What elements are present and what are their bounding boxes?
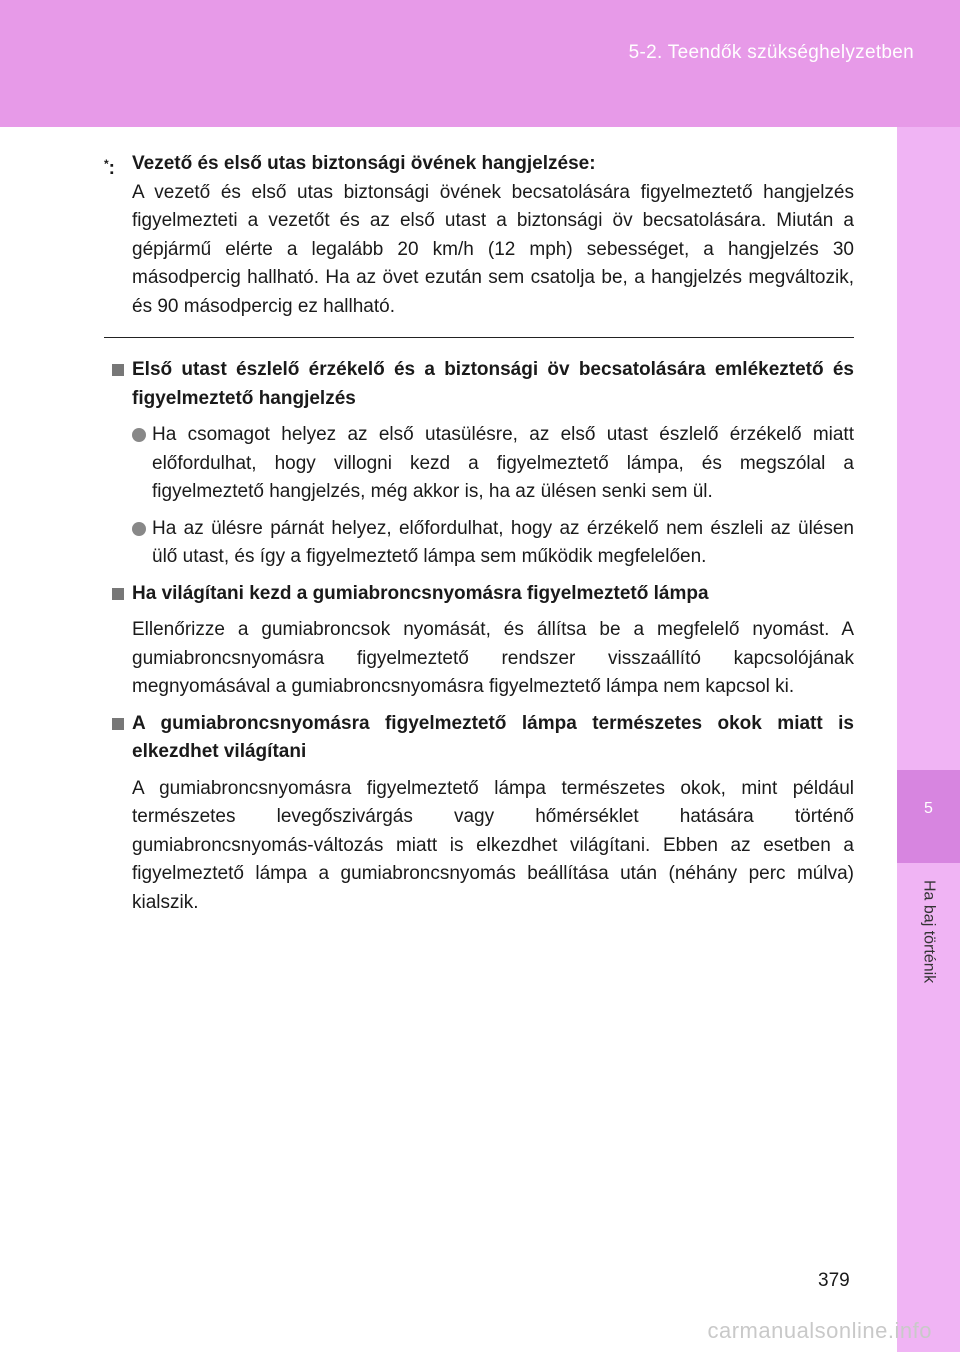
footnote-title: Vezető és első utas biztonsági övének hangjelzése: <box>132 153 596 174</box>
chapter-number: 5 <box>924 800 933 817</box>
page-number: 379 <box>818 1270 850 1291</box>
footnote <box>104 150 854 321</box>
section-heading <box>104 580 854 609</box>
section-tire-light-natural <box>104 710 854 918</box>
circle-bullet-icon <box>132 522 146 536</box>
section-paragraph: A gumiabroncsnyomásra figyelmeztető lámpa természetes okok, mint például természetes levegőszivárgás vagy hőmérséklet hatására történő gumiabroncsnyomás-változás miatt is elkezdhet világítani. Ebben az esetben a figyelmeztető lámpa a gumiabroncsnyomás beállítása után (néhány perc múlva) kialszik. <box>132 777 854 913</box>
footnote-colon: : <box>108 158 115 179</box>
section-paragraph: Ellenőrizze a gumiabroncsok nyomását, és állítsa be a megfelelő nyomást. A gumiabroncsnyomásra figyelmeztető rendszer visszaállító kapcsolójának megnyomásával a gumiabroncsnyomásra figyelmeztető lámpa nem kapcsol ki. <box>132 619 854 697</box>
list-item <box>104 515 854 572</box>
chapter-side-tab <box>897 127 960 1352</box>
list-item <box>104 421 854 507</box>
section-heading <box>104 710 854 767</box>
footnote-mark <box>104 150 115 184</box>
chapter-label <box>897 880 960 1020</box>
footnote-text: A vezető és első utas biztonsági övének becsatolására figyelmeztető hangjelzés figyelmezteti a vezetőt és az első utast a biztonsági öv becsatolására. Miután a gépjármű elérte a legalább 20 km/h (12 mph) sebességet, a hangjelzés 30 másodpercig hallható. Ha az övet ezután sem csatolja be, a hangjelzés megváltozik, és 90 másodpercig ez hallható. <box>132 181 854 317</box>
page-content <box>104 150 854 925</box>
square-bullet-icon <box>112 364 124 376</box>
section-heading-text: A gumiabroncsnyomásra figyelmeztető lámpa természetes okok miatt is elkezdhet világítani <box>132 712 854 762</box>
divider-line <box>104 337 854 338</box>
section-heading-text: Ha világítani kezd a gumiabroncsnyomásra figyelmeztető lámpa <box>132 582 709 604</box>
watermark[interactable]: carmanualsonline.info <box>707 1318 932 1343</box>
page-header <box>0 0 960 127</box>
list-item-text: Ha csomagot helyez az első utasülésre, az első utast észlelő érzékelő miatt előfordulhat, hogy villogni kezd a figyelmeztető lámpa, és megszólal a figyelmeztető hangjelzés, még akkor is, ha az ülésen senki sem ül. <box>152 424 854 502</box>
square-bullet-icon <box>112 718 124 730</box>
list-item-text: Ha az ülésre párnát helyez, előfordulhat, hogy az érzékelő nem észleli az ülésen ülő utast, és így a figyelmeztető lámpa sem működik megfelelően. <box>152 517 854 567</box>
section-heading-text: Első utast észlelő érzékelő és a biztonsági öv becsatolására emlékeztető és figyelmeztető hangjelzés <box>132 359 854 409</box>
square-bullet-icon <box>112 588 124 600</box>
section-passenger-sensor <box>104 356 854 572</box>
section-title: 5-2. Teendők szükséghelyzetben <box>628 42 914 63</box>
section-heading <box>104 356 854 413</box>
chapter-label-text: Ha baj történik <box>920 880 938 984</box>
section-tire-light-on <box>104 580 854 702</box>
circle-bullet-icon <box>132 428 146 442</box>
asterisk: * <box>104 157 109 171</box>
